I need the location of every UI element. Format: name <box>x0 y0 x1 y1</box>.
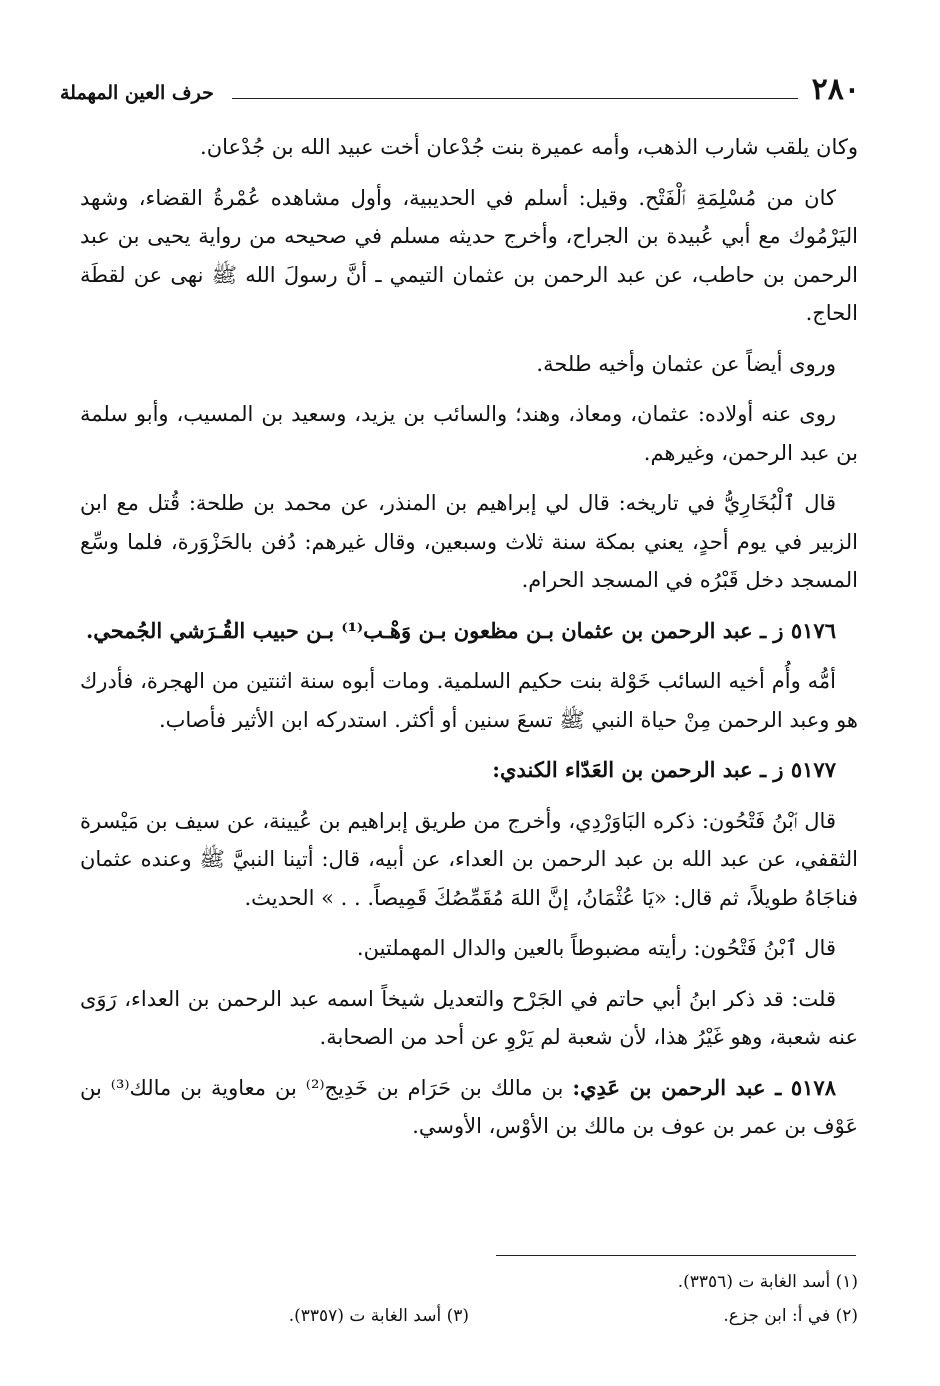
page-body <box>80 128 858 1158</box>
footnote-rule <box>496 1255 856 1256</box>
paragraph: قال ٱبْنُ فَتْحُون: رأيته مضبوطاً بالعين والدال المهملتين. <box>356 936 836 960</box>
entry-heading-5177: ٥١٧٧ ز ـ عبد الرحمن بن العَدّاء الكندي: <box>492 757 836 782</box>
footnote-2: (٢) في أ: ابن جزع. <box>723 1306 858 1326</box>
paragraph: أمُّه وأُم أخيه السائب خَوْلة بنت حكيم السلمية. ومات أبوه سنة اثنتين من الهجرة، فأدرك هو وعبد الرحمن مِنْ حياة النبي ﷺ تسعَ سنين أو أكثر. استدركه ابن الأثير فأصاب. <box>80 669 858 732</box>
footnotes <box>80 1265 858 1333</box>
header-rule <box>232 98 798 99</box>
entry-5178 <box>80 1069 858 1146</box>
paragraph: كان من مُسْلِمَةِ ٱلْفَتْح. وقيل: أسلم في الحديبية، وأول مشاهده عُمْرةُ القضاء، وشهد اليَرْمُوك مع أبي عُبيدة بن الجراح، وأخرج حديثه مسلم في صحيحه من رواية يحيى بن عبد الرحمن بن حاطب، عن عبد الرحمن بن عثمان التيمي ـ أنَّ رسولَ الله ﷺ نهى عن لقطَة الحاج. <box>80 185 858 325</box>
page-number: ٢٨٠ <box>811 72 860 107</box>
running-title: حرف العين المهملة <box>60 82 214 104</box>
paragraph: قلت: قد ذكر ابنُ أبي حاتم في الجَرْح والتعديل شيخاً اسمه عبد الرحمن بن العداء، رَوَى عنه شعبة، وهو غَيْرُ هذا، لأن شعبة لم يَرْوِ عن أحد من الصحابة. <box>80 986 858 1049</box>
paragraph: وروى أيضاً عن عثمان وأخيه طلحة. <box>536 351 836 376</box>
paragraph: قال ٱلْبُخَارِيُّ في تاريخه: قال لي إبراهيم بن المنذر، عن محمد بن طلحة: قُتل مع ابن الزبير في يوم أحدٍ، يعني بمكة سنة ثلاث وسبعين، وقال غيرهم: دُفن بالحَزْوَرة، فلما وسِّع المسجد دخل قَبْرُه في المسجد الحرام. <box>80 491 858 592</box>
paragraph: وكان يلقب شارب الذهب، وأمه عميرة بنت جُدْعان أخت عبيد الله بن جُدْعان. <box>200 135 858 159</box>
footnote-1: (١) أسد الغابة ت (٣٣٥٦). <box>677 1272 858 1292</box>
footnote-row <box>80 1299 858 1333</box>
entry-heading-5176: ٥١٧٦ ز ـ عبد الرحمن بن عثمان بـن مظعون بـن وَهْـب⁽¹⁾ بـن حبيب القُـرَشي الجُمحي. <box>85 617 836 643</box>
page-header <box>60 72 860 112</box>
entry-5178-text: بن مالك بن حَرَام بن خَدِيج⁽²⁾ بن معاوية بن مالك⁽³⁾ بن عَوْف بن عمر بن عوف بن مالك بن الأوْس، الأوسي. <box>80 1075 858 1138</box>
entry-heading-5178: ٥١٧٨ ـ عبد الرحمن بن عَدِي: <box>572 1074 836 1100</box>
footnote-row <box>80 1265 858 1299</box>
footnote-3: (٣) أسد الغابة ت (٣٣٥٧). <box>288 1306 469 1326</box>
paragraph: قال ٱبْنُ فَتْحُون: ذكره البَاوَرْدِي، وأخرج من طريق إبراهيم بن عُيينة، عن سيف بن مَيْسرة الثقفي، عن عبد الله بن عبد الرحمن بن العداء، عن أبيه، قال: أتينا النبيَّ ﷺ وعنده عثمان فناجَاهُ طويلاً، ثم قال: «يَا عُثْمَانُ، إنَّ اللهَ مُقَمِّصُكَ قَمِيصاً. . . » الحديث. <box>80 808 858 910</box>
paragraph: روى عنه أولاده: عثمان، ومعاذ، وهند؛ والسائب بن يزيد، وسعيد بن المسيب، وأبو سلمة بن عبد الرحمن، وغيرهم. <box>80 402 858 465</box>
